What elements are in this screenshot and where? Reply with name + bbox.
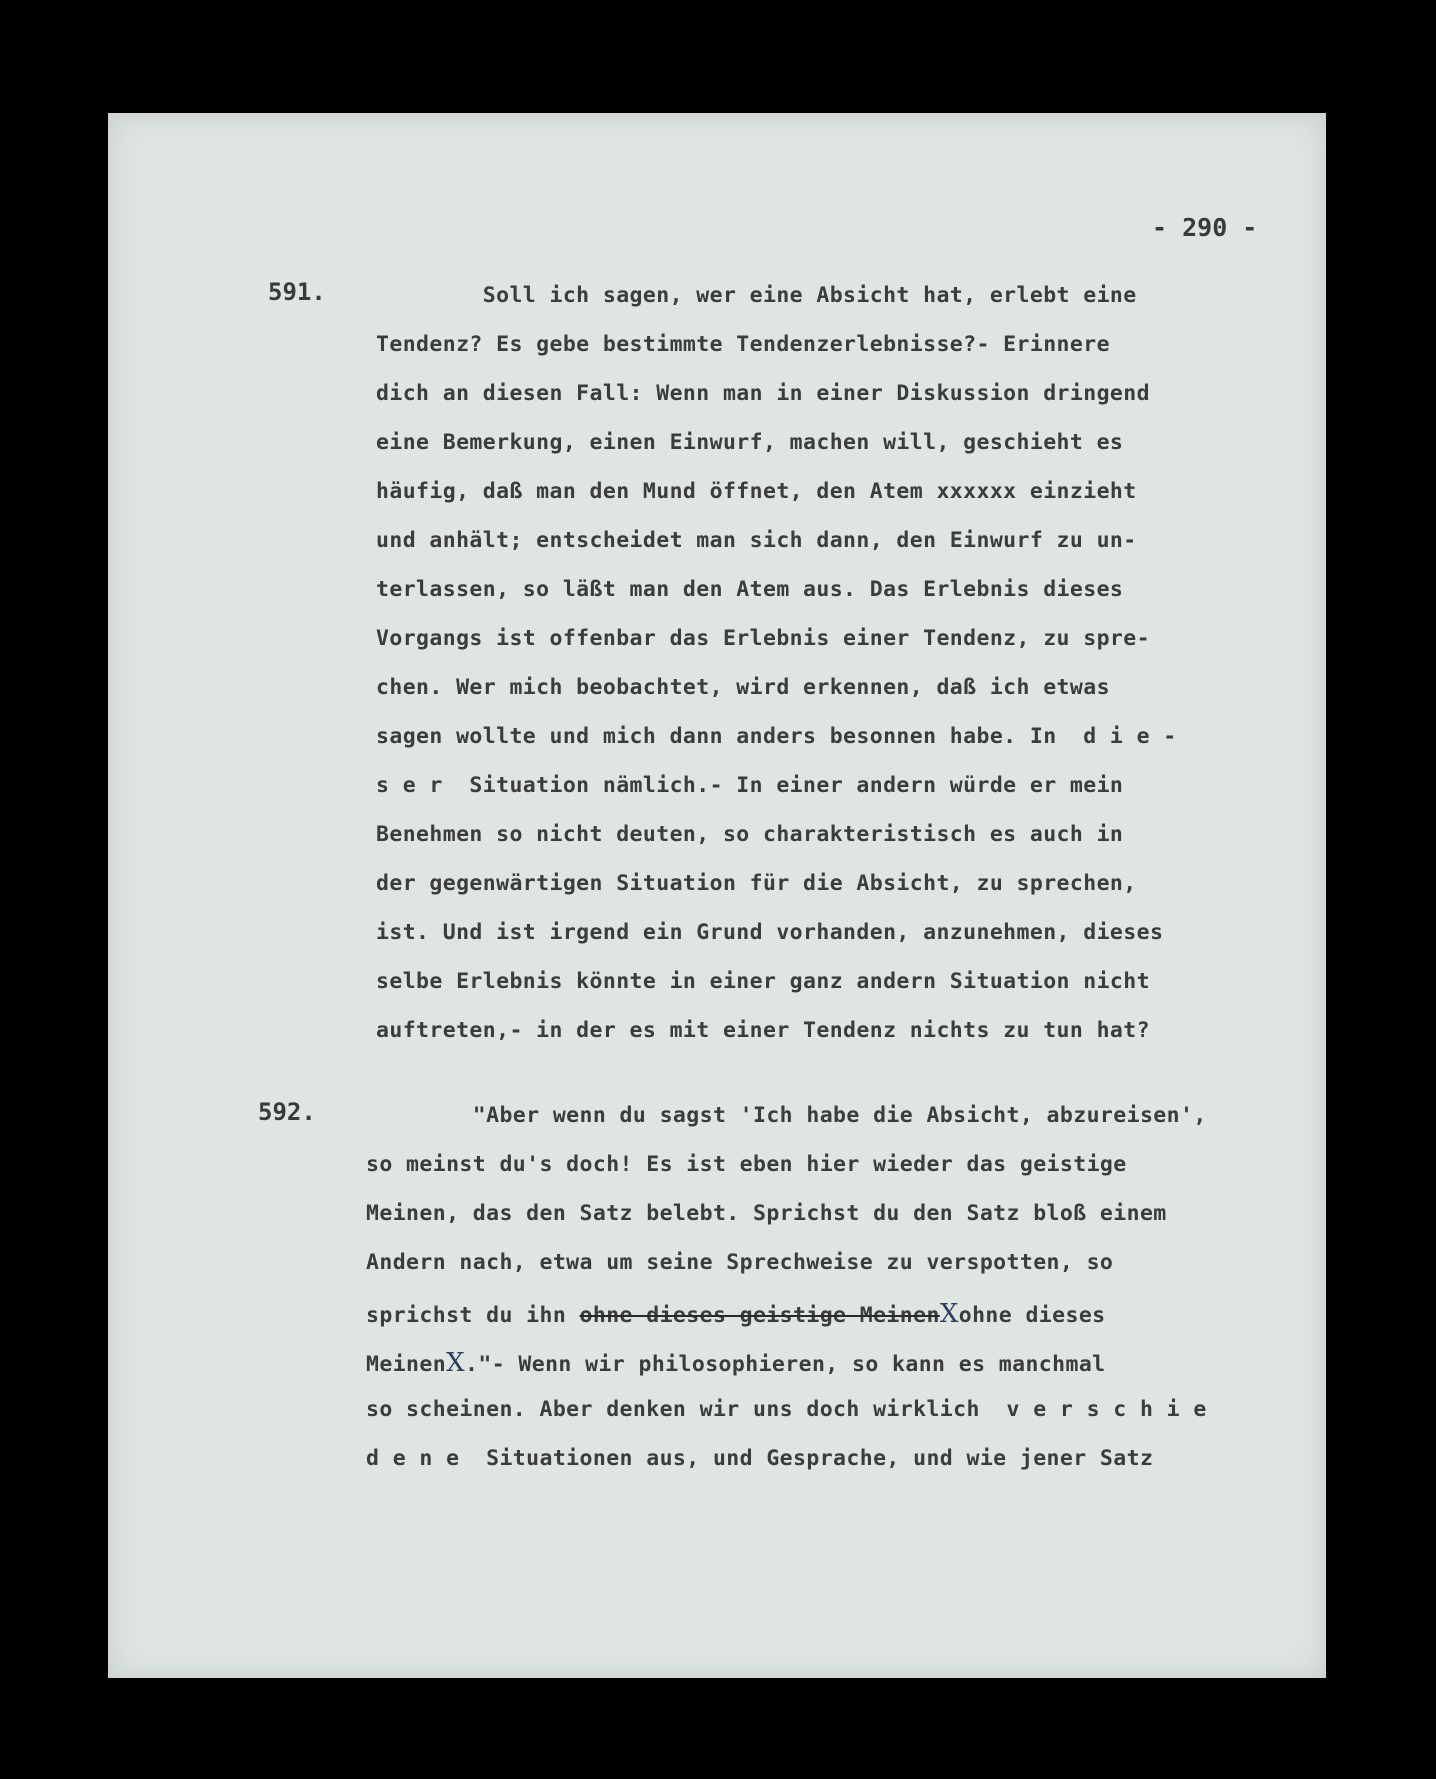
paragraph-592-line-7: so scheinen. Aber denken wir uns doch wirklich v e r s c h i e	[366, 1397, 1207, 1422]
paragraph-591-line-8: Vorgangs ist offenbar das Erlebnis einer Tendenz, zu spre-	[376, 626, 1150, 651]
insertion-mark-icon: X	[939, 1299, 959, 1329]
paragraph-592-line-5	[366, 1299, 1106, 1329]
paragraph-591-line-14: ist. Und ist irgend ein Grund vorhanden, anzunehmen, dieses	[376, 920, 1164, 945]
line-6-text: Meinen	[366, 1352, 447, 1377]
insertion-mark-icon: X	[446, 1348, 465, 1378]
paragraph-number-text: 592.	[258, 1098, 316, 1126]
paragraph-592-line-2: so meinst du's doch! Es ist eben hier wieder das geistige	[366, 1152, 1127, 1177]
paragraph-592-line-4: Andern nach, etwa um seine Sprechweise zu verspotten, so	[366, 1250, 1114, 1275]
paragraph-591-line-9: chen. Wer mich beobachtet, wird erkennen, daß ich etwas	[376, 675, 1110, 700]
page-number: - 290 -	[1152, 213, 1258, 242]
line-5-text: sprichst du ihn	[366, 1303, 580, 1328]
paragraph-591-line-15: selbe Erlebnis könnte in einer ganz andern Situation nicht	[376, 969, 1150, 994]
paragraph-591-line-7: terlassen, so läßt man den Atem aus. Das Erlebnis dieses	[376, 577, 1124, 602]
paragraph-592-line-8: d e n e Situationen aus, und Gesprache, und wie jener Satz	[366, 1446, 1154, 1471]
line-6-tail: ."- Wenn wir philosophieren, so kann es manchmal	[465, 1352, 1106, 1377]
paragraph-591-line-5: häufig, daß man den Mund öffnet, den Atem xxxxxx einzieht	[376, 479, 1137, 504]
paragraph-591-line-11: s e r Situation nämlich.- In einer andern würde er mein	[376, 773, 1124, 798]
paragraph-591-line-10: sagen wollte und mich dann anders besonnen habe. In d i e -	[376, 724, 1177, 749]
paragraph-592-line-3: Meinen, das den Satz belebt. Sprichst du den Satz bloß einem	[366, 1201, 1167, 1226]
inserted-text: ohne dieses	[958, 1303, 1106, 1328]
paragraph-591-line-1: Soll ich sagen, wer eine Absicht hat, erlebt eine	[376, 283, 1137, 308]
paragraph-number-592	[258, 1098, 316, 1126]
paragraph-number-text: 591.	[268, 278, 326, 306]
paragraph-number-591	[268, 278, 326, 306]
paragraph-591-line-12: Benehmen so nicht deuten, so charakteristisch es auch in	[376, 822, 1124, 847]
struck-text: ohne dieses geistige Meinen	[579, 1303, 940, 1328]
paragraph-591-line-4: eine Bemerkung, einen Einwurf, machen will, geschieht es	[376, 430, 1124, 455]
paragraph-591-line-16: auftreten,- in der es mit einer Tendenz nichts zu tun hat?	[376, 1018, 1150, 1043]
paragraph-591-line-13: der gegenwärtigen Situation für die Absicht, zu sprechen,	[376, 871, 1137, 896]
paragraph-592-line-1: "Aber wenn du sagst 'Ich habe die Absicht, abzureisen',	[366, 1103, 1207, 1128]
paragraph-591-line-2: Tendenz? Es gebe bestimmte Tendenzerlebnisse?- Erinnere	[376, 332, 1110, 357]
paper-sheet	[108, 113, 1326, 1678]
paragraph-592-line-6	[366, 1348, 1106, 1378]
paragraph-591-line-3: dich an diesen Fall: Wenn man in einer Diskussion dringend	[376, 381, 1150, 406]
paragraph-591-line-6: und anhält; entscheidet man sich dann, den Einwurf zu un-	[376, 528, 1137, 553]
